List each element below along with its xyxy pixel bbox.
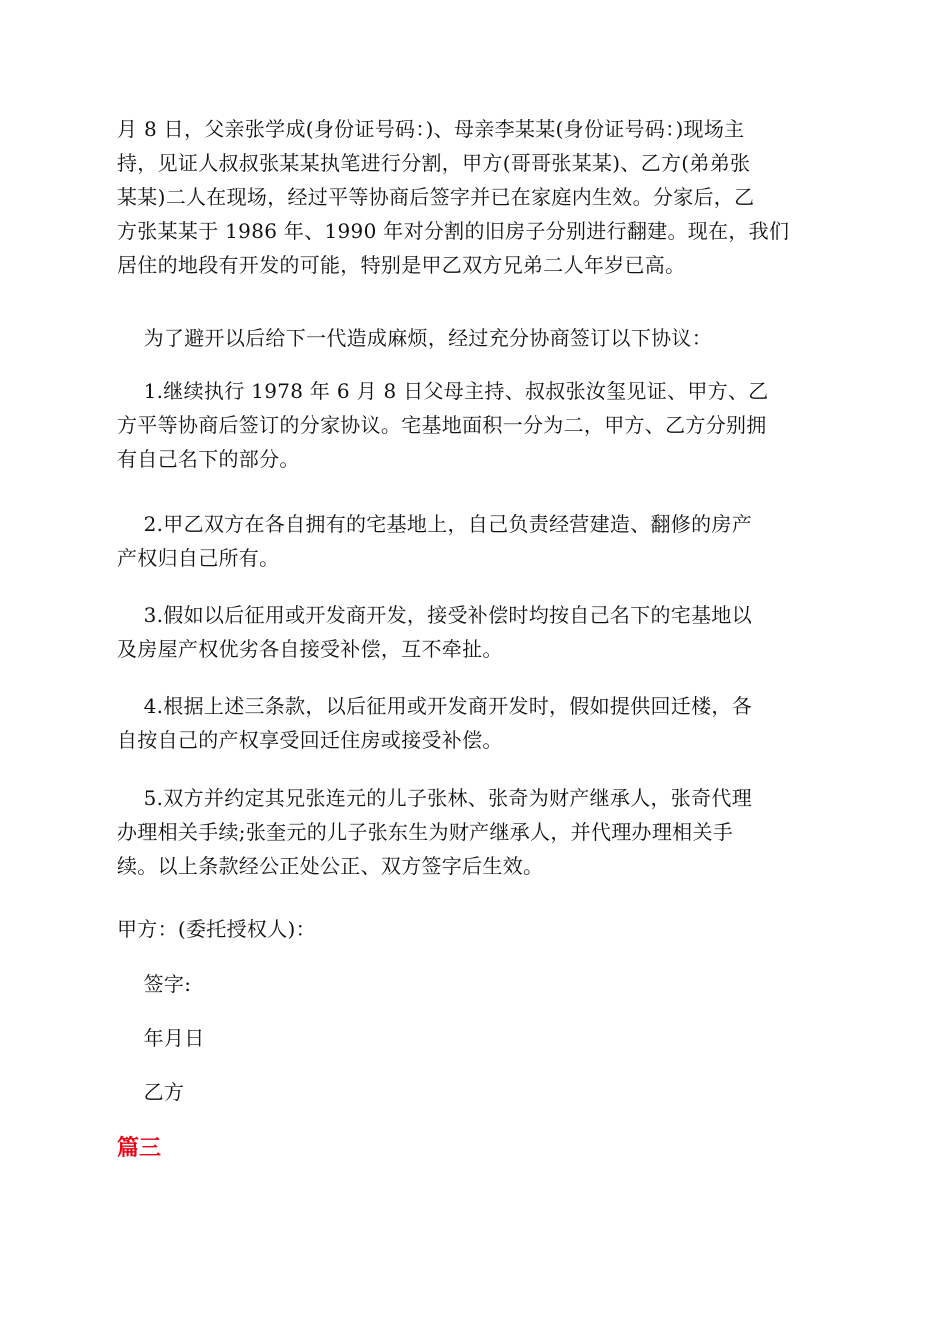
text-line: 及房屋产权优劣各自接受补偿，互不牵扯。: [117, 637, 503, 661]
text-line: 某某)二人在现场，经过平等协商后签字并已在家庭内生效。分家后，乙: [117, 185, 755, 209]
text-line: 续。以上条款经公正处公正、双方签字后生效。: [117, 854, 544, 878]
text-line: 2.甲乙双方在各自拥有的宅基地上，自己负责经营建造、翻修的房产: [117, 512, 753, 536]
clause-4: [117, 689, 837, 757]
text-line: 3.假如以后征用或开发商开发，接受补偿时均按自己名下的宅基地以: [117, 603, 753, 627]
text-line: 居住的地段有开发的可能，特别是甲乙双方兄弟二人年岁已高。: [117, 253, 686, 277]
section-heading: 篇三: [117, 1136, 162, 1161]
paragraph-family-division: [117, 112, 837, 282]
party-b-label: [117, 1075, 837, 1109]
text-line: 1.继续执行 1978 年 6 月 8 日父母主持、叔叔张汝玺见证、甲方、乙: [117, 379, 769, 403]
text-line: 方平等协商后签订的分家协议。宅基地面积一分为二，甲方、乙方分别拥: [117, 413, 767, 437]
paragraph-agreement-intro: [117, 321, 837, 355]
text-line: 产权归自己所有。: [117, 546, 280, 570]
clause-2: [117, 507, 837, 575]
text-line: 自按自己的产权享受回迁住房或接受补偿。: [117, 728, 503, 752]
signature-label: [117, 967, 837, 1001]
clause-5: [117, 781, 837, 883]
text-line: 持，见证人叔叔张某某执笔进行分割，甲方(哥哥张某某)、乙方(弟弟张: [117, 151, 751, 175]
text-line: 月 8 日，父亲张学成(身份证号码：)、母亲李某某(身份证号码：)现场主: [117, 117, 745, 141]
text-line: 4.根据上述三条款，以后征用或开发商开发时，假如提供回迁楼，各: [117, 694, 753, 718]
clause-3: [117, 598, 837, 666]
text-line: 甲方：(委托授权人)：: [117, 917, 316, 941]
text-line: 办理相关手续;张奎元的儿子张东生为财产继承人，并代理办理相关手: [117, 820, 734, 844]
text-line: 乙方: [117, 1080, 185, 1104]
text-line: 方张某某于 1986 年、1990 年对分割的旧房子分别进行翻建。现在，我们: [117, 219, 790, 243]
date-label: [117, 1021, 837, 1055]
party-a-label: [117, 912, 837, 946]
text-line: 有自己名下的部分。: [117, 447, 300, 471]
text-line: 为了避开以后给下一代造成麻烦，经过充分协商签订以下协议：: [117, 326, 713, 350]
text-line: 签字:: [117, 972, 192, 996]
text-line: 5.双方并约定其兄张连元的儿子张林、张奇为财产继承人，张奇代理: [117, 786, 753, 810]
clause-1: [117, 374, 837, 476]
text-line: 年月日: [117, 1026, 205, 1050]
